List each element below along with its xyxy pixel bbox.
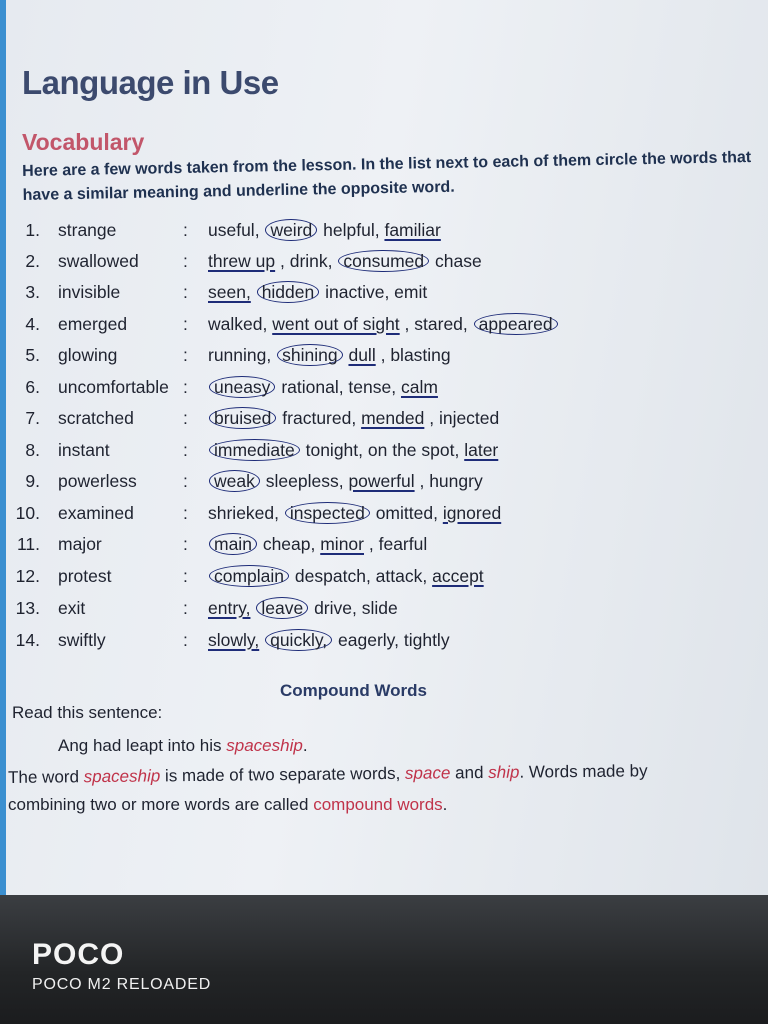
vocab-word: swiftly — [58, 630, 106, 650]
vocab-word: major — [58, 534, 102, 554]
vocab-colon: : — [183, 534, 188, 554]
vocab-row — [0, 408, 768, 434]
vocab-options — [208, 503, 501, 524]
page-heading: Language in Use — [22, 64, 279, 101]
vocab-number: 5. — [25, 345, 40, 365]
vocab-options — [208, 440, 498, 461]
circled-option: complain — [209, 565, 289, 587]
vocab-row — [0, 566, 768, 592]
vocab-row — [0, 314, 768, 340]
option: shrieked, — [208, 503, 280, 523]
circled-option: shining — [277, 344, 342, 366]
vocab-word: glowing — [58, 345, 118, 365]
compound-words-title: Compound Words — [280, 681, 427, 700]
vocab-colon: : — [183, 408, 188, 428]
circled-option: inspected — [285, 502, 370, 524]
option: , stared, — [404, 314, 468, 334]
vocab-number: 3. — [25, 282, 40, 302]
vocab-colon: : — [183, 598, 188, 618]
vocab-word: protest — [58, 566, 112, 586]
underlined-option: familiar — [384, 220, 441, 240]
vocab-word: invisible — [58, 282, 121, 302]
circled-option: leave — [256, 597, 308, 619]
watermark-brand: POCO — [32, 938, 125, 971]
option: drive, slide — [314, 598, 398, 618]
vocab-colon: : — [183, 440, 188, 460]
vocab-colon: : — [183, 503, 188, 523]
circled-option: hidden — [257, 281, 320, 303]
underlined-option: threw up — [208, 251, 276, 271]
option: cheap, — [262, 534, 316, 554]
vocab-options — [208, 282, 427, 303]
vocab-colon: : — [183, 471, 188, 491]
vocab-number: 1. — [25, 220, 40, 240]
underlined-option: ignored — [442, 503, 502, 523]
option: running, — [208, 345, 272, 365]
vocab-word: exit — [58, 598, 86, 618]
circled-option: bruised — [209, 407, 276, 429]
vocab-row — [0, 503, 768, 529]
option: tonight, on the spot, — [305, 440, 460, 460]
section-heading: Vocabulary — [22, 129, 145, 155]
vocab-row — [0, 345, 768, 371]
vocab-colon: : — [183, 566, 188, 586]
vocab-row — [0, 377, 768, 403]
option: chase — [435, 251, 482, 271]
vocab-word: instant — [58, 440, 110, 460]
option: fractured, — [282, 408, 357, 428]
vocab-colon: : — [183, 345, 188, 365]
vocab-row — [0, 440, 768, 466]
vocab-word: uncomfortable — [58, 377, 169, 397]
underlined-option: seen, — [208, 282, 251, 302]
option: , fearful — [368, 534, 428, 554]
underlined-option: accept — [432, 566, 484, 586]
underlined-option: calm — [400, 377, 438, 397]
explanation-line-1: The word spaceship is made of two separate words, space and ship. Words made by — [8, 761, 648, 787]
underlined-option: later — [464, 440, 499, 460]
vocab-word: powerless — [58, 471, 137, 491]
underlined-option: mended — [361, 408, 425, 428]
circled-option: appeared — [474, 313, 558, 335]
vocab-options — [208, 251, 482, 272]
read-sentence-intro: Read this sentence: — [12, 703, 163, 722]
vocab-options — [208, 220, 441, 241]
vocab-colon: : — [183, 220, 188, 240]
option: inactive, emit — [325, 282, 428, 302]
vocab-colon: : — [183, 314, 188, 334]
vocab-options — [208, 630, 450, 651]
option: eagerly, tightly — [338, 630, 450, 650]
vocab-options — [208, 314, 559, 335]
vocab-options — [208, 534, 427, 555]
vocab-number: 11. — [16, 534, 40, 554]
vocab-row — [0, 630, 768, 656]
vocab-options — [208, 471, 483, 492]
circled-option: main — [209, 533, 257, 555]
vocab-word: strange — [58, 220, 117, 240]
underlined-option: entry, — [208, 598, 251, 618]
option: useful, — [208, 220, 260, 240]
vocab-row — [0, 220, 768, 246]
vocab-row — [0, 534, 768, 560]
vocab-word: scratched — [58, 408, 134, 428]
instructions: Here are a few words taken from the lesson. In the list next to each of them circle the words that have a similar meaning and underline the opposite word. — [22, 149, 752, 204]
underlined-option: minor — [320, 534, 364, 554]
compound-words-term: compound words — [313, 795, 443, 814]
option: omitted, — [375, 503, 438, 523]
vocab-word: examined — [58, 503, 134, 523]
circled-option: weak — [209, 470, 260, 492]
vocab-number: 9. — [25, 471, 40, 491]
vocab-number: 4. — [25, 314, 40, 334]
vocab-row — [0, 471, 768, 497]
underlined-option: slowly, — [208, 630, 260, 650]
circled-option: uneasy — [209, 376, 275, 398]
vocab-colon: : — [183, 251, 188, 271]
vocab-word: swallowed — [58, 251, 139, 271]
circled-option: weird — [265, 219, 317, 241]
vocab-number: 2. — [25, 251, 40, 271]
vocab-number: 6. — [25, 377, 40, 397]
vocab-options — [208, 377, 438, 398]
vocab-colon: : — [183, 630, 188, 650]
circled-option: quickly, — [265, 629, 332, 651]
vocab-options — [208, 598, 398, 619]
vocab-row — [0, 251, 768, 277]
vocab-number: 14. — [15, 630, 40, 650]
vocab-options — [208, 408, 499, 429]
example-word: spaceship — [226, 736, 303, 755]
underlined-option: went out of sight — [272, 314, 400, 334]
option: , drink, — [280, 251, 333, 271]
option: , blasting — [380, 345, 451, 365]
option: , injected — [429, 408, 500, 428]
option: walked, — [208, 314, 268, 334]
vocab-options — [208, 566, 484, 587]
vocab-number: 8. — [25, 440, 40, 460]
explanation-line-2: combining two or more words are called compound words. — [8, 795, 448, 814]
vocab-colon: : — [183, 377, 188, 397]
example-sentence: Ang had leapt into his spaceship. — [58, 736, 308, 755]
circled-option: consumed — [338, 250, 429, 272]
vocab-number: 13. — [15, 598, 40, 618]
watermark-model: POCO M2 RELOADED — [32, 976, 212, 993]
option: sleepless, — [265, 471, 344, 491]
circled-option: immediate — [209, 439, 300, 461]
vocab-row — [0, 282, 768, 308]
vocab-number: 7. — [25, 408, 40, 428]
vocab-row — [0, 598, 768, 624]
vocab-number: 12. — [15, 566, 40, 586]
vocab-options — [208, 345, 451, 366]
vocab-word: emerged — [58, 314, 128, 334]
option: despatch, attack, — [294, 566, 428, 586]
underlined-option: dull — [348, 345, 376, 365]
vocab-number: 10. — [15, 503, 40, 523]
option: helpful, — [323, 220, 380, 240]
option: rational, tense, — [281, 377, 397, 397]
underlined-option: powerful — [348, 471, 415, 491]
vocab-colon: : — [183, 282, 188, 302]
option: , hungry — [419, 471, 483, 491]
